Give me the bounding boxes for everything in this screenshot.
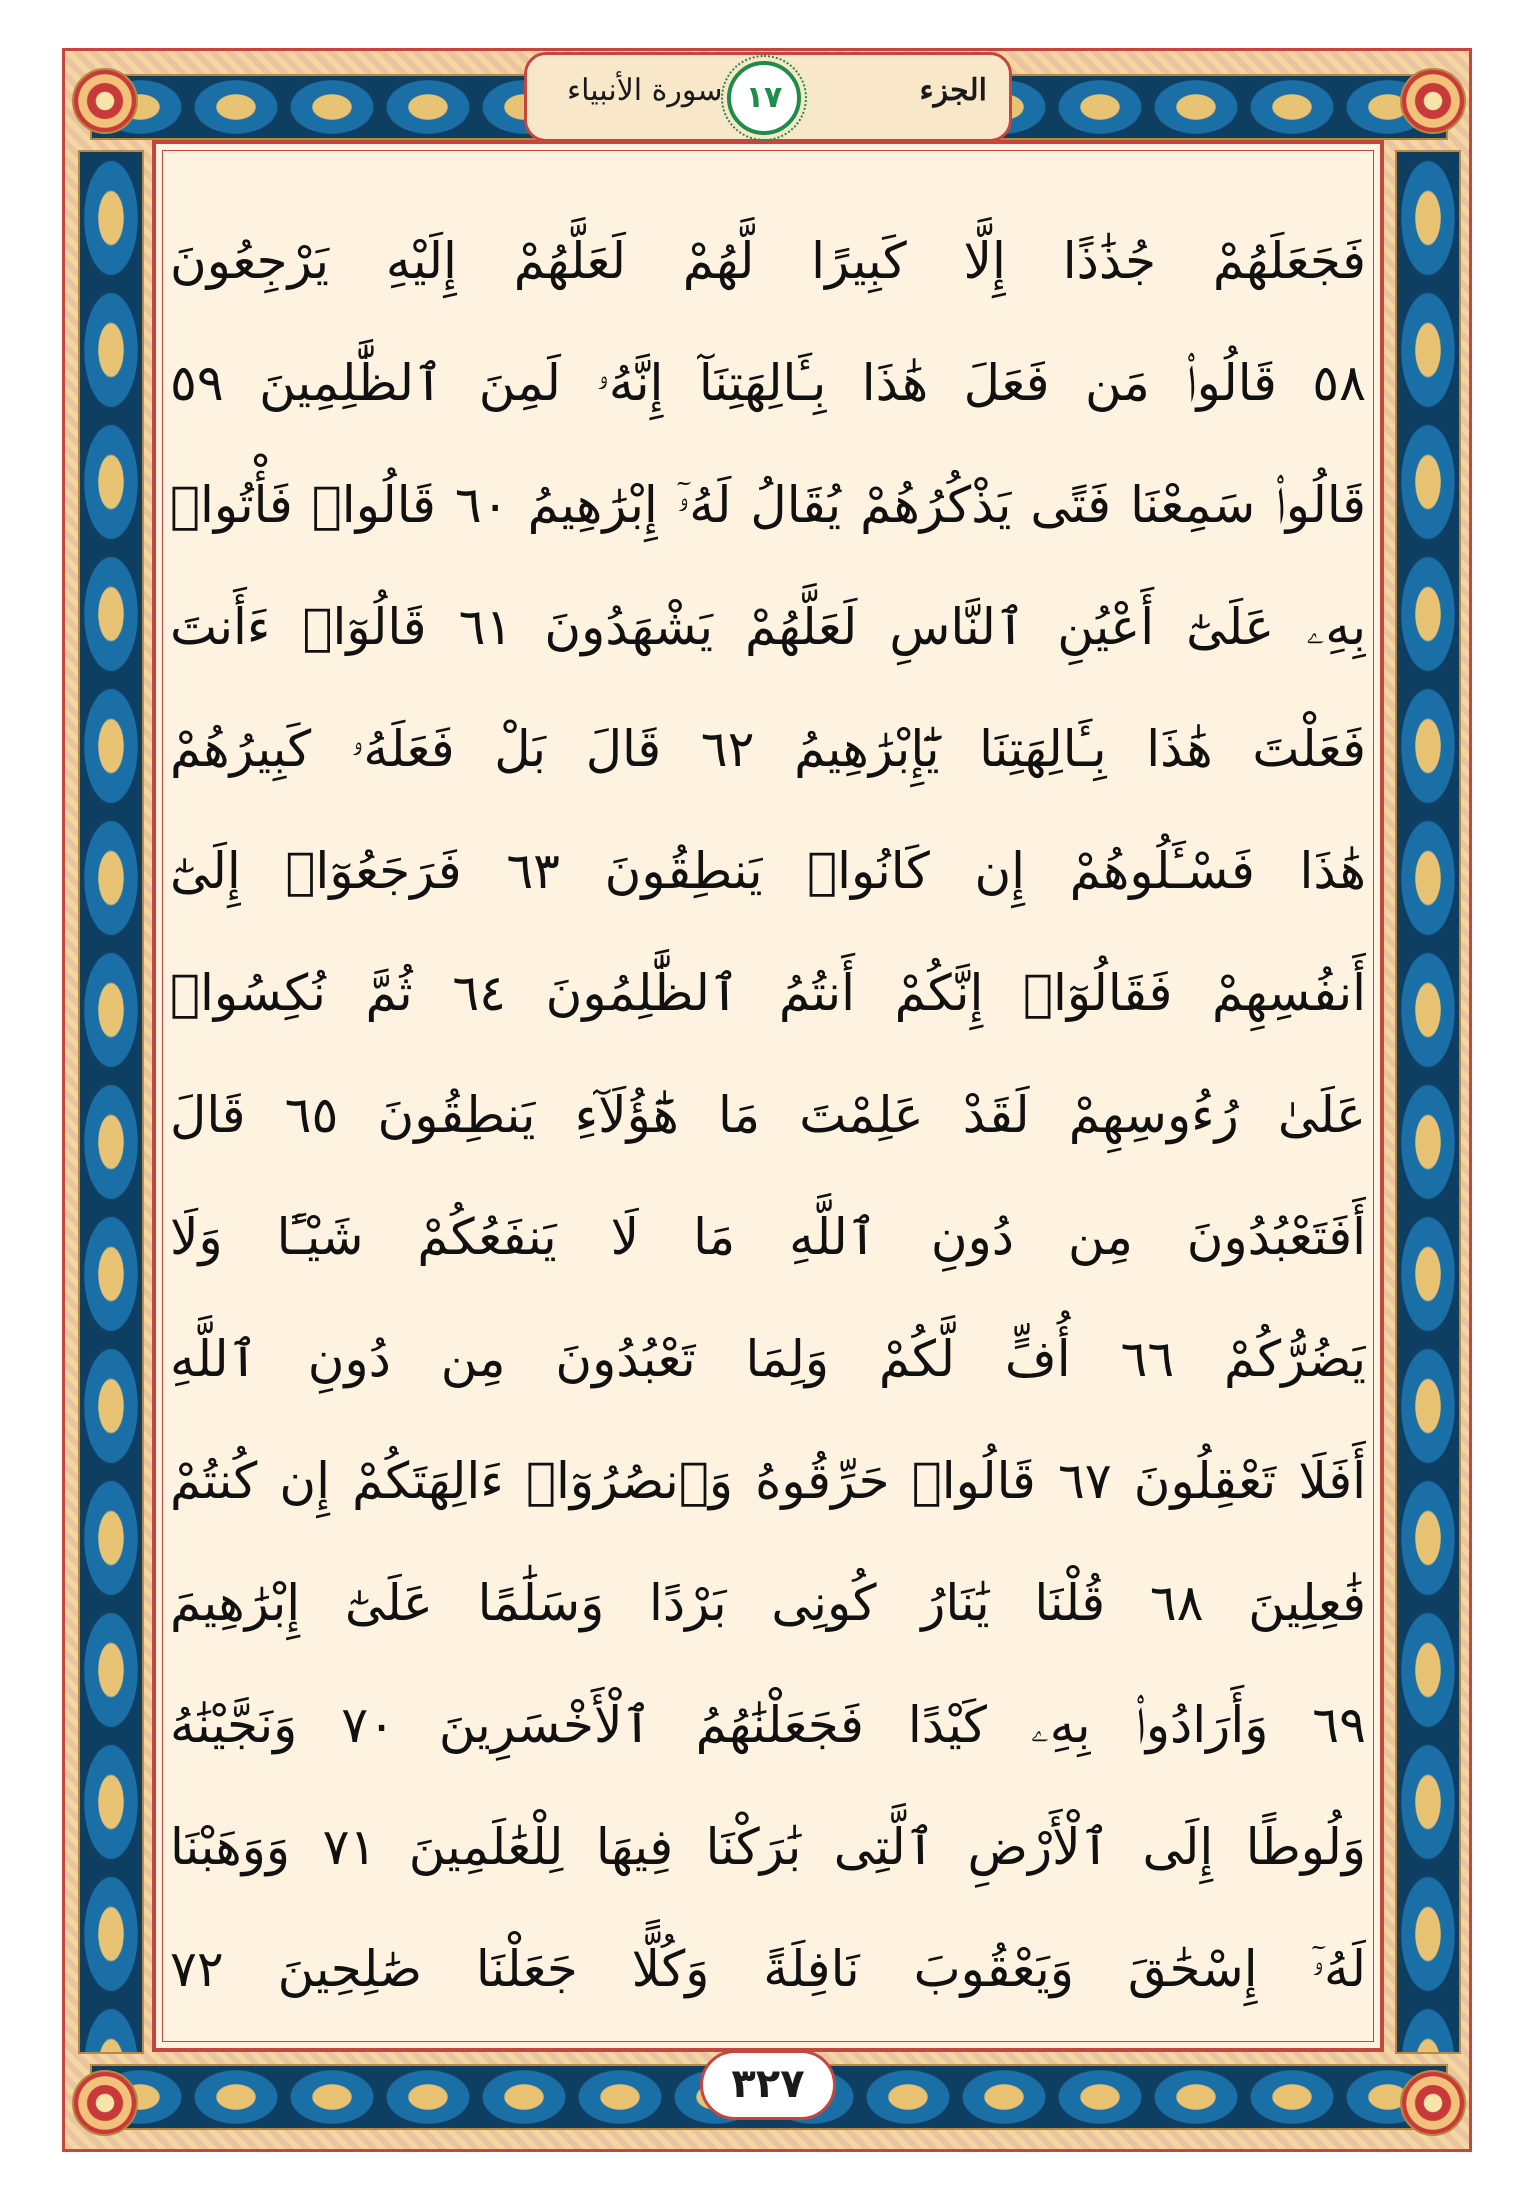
text-line: أَفَلَا تَعْقِلُونَ ٦٧ قَالُوا۟ حَرِّقُوهُ وَٱنصُرُوٓا۟ ءَالِهَتَكُمْ إِن كُنتُمْ: [170, 1452, 1366, 1510]
text-line: فَعَلْتَ هَٰذَا بِـَٔالِهَتِنَا يَٰٓإِبْرَٰهِيمُ ٦٢ قَالَ بَلْ فَعَلَهُۥ كَبِيرُهُمْ: [170, 720, 1366, 778]
quran-text: [170, 200, 1366, 2030]
ornament-band-left: [78, 150, 144, 2054]
corner-rosette-icon: [72, 68, 138, 134]
text-line: لَهُۥٓ إِسْحَٰقَ وَيَعْقُوبَ نَافِلَةً وَكُلًّا جَعَلْنَا صَٰلِحِينَ ٧٢: [170, 1940, 1366, 1998]
corner-rosette-icon: [1400, 2070, 1466, 2136]
text-line: أَفَتَعْبُدُونَ مِن دُونِ ٱللَّهِ مَا لَا يَنفَعُكُمْ شَيْـًٔا وَلَا: [170, 1208, 1366, 1266]
text-line: بِهِۦ عَلَىٰٓ أَعْيُنِ ٱلنَّاسِ لَعَلَّهُمْ يَشْهَدُونَ ٦١ قَالُوٓا۟ ءَأَنتَ: [170, 598, 1366, 656]
page-header: [524, 52, 1012, 142]
text-line: قَالُوا۟ سَمِعْنَا فَتًى يَذْكُرُهُمْ يُقَالُ لَهُۥٓ إِبْرَٰهِيمُ ٦٠ قَالُوا۟ فَأْتُوا۟: [170, 476, 1366, 534]
text-line: فَٰعِلِينَ ٦٨ قُلْنَا يَٰنَارُ كُونِى بَرْدًا وَسَلَٰمًا عَلَىٰٓ إِبْرَٰهِيمَ: [170, 1574, 1366, 1632]
text-line: عَلَىٰ رُءُوسِهِمْ لَقَدْ عَلِمْتَ مَا هَٰٓؤُلَآءِ يَنطِقُونَ ٦٥ قَالَ: [170, 1086, 1366, 1144]
text-line: وَلُوطًا إِلَى ٱلْأَرْضِ ٱلَّتِى بَٰرَكْنَا فِيهَا لِلْعَٰلَمِينَ ٧١ وَوَهَبْنَا: [170, 1818, 1366, 1876]
juz-label: الجزء: [919, 73, 987, 108]
ornament-band-right: [1395, 150, 1461, 2054]
text-line: فَجَعَلَهُمْ جُذَٰذًا إِلَّا كَبِيرًا لَّهُمْ لَعَلَّهُمْ إِلَيْهِ يَرْجِعُونَ: [170, 232, 1366, 290]
page-number: ٣٢٧: [700, 2050, 836, 2120]
text-line: أَنفُسِهِمْ فَقَالُوٓا۟ إِنَّكُمْ أَنتُمُ ٱلظَّٰلِمُونَ ٦٤ ثُمَّ نُكِسُوا۟: [170, 964, 1366, 1022]
text-line: يَضُرُّكُمْ ٦٦ أُفٍّ لَّكُمْ وَلِمَا تَعْبُدُونَ مِن دُونِ ٱللَّهِ: [170, 1330, 1366, 1388]
juz-number-badge: ١٧: [727, 61, 801, 135]
text-line: ٥٨ قَالُوا۟ مَن فَعَلَ هَٰذَا بِـَٔالِهَتِنَآ إِنَّهُۥ لَمِنَ ٱلظَّٰلِمِينَ ٥٩: [170, 354, 1366, 412]
corner-rosette-icon: [72, 2070, 138, 2136]
text-line: ٦٩ وَأَرَادُوا۟ بِهِۦ كَيْدًا فَجَعَلْنَٰهُمُ ٱلْأَخْسَرِينَ ٧٠ وَنَجَّيْنَٰهُ: [170, 1696, 1366, 1754]
corner-rosette-icon: [1400, 68, 1466, 134]
text-line: هَٰذَا فَسْـَٔلُوهُمْ إِن كَانُوا۟ يَنطِقُونَ ٦٣ فَرَجَعُوٓا۟ إِلَىٰٓ: [170, 842, 1366, 900]
surah-name: سورة الأنبياء: [567, 73, 723, 108]
